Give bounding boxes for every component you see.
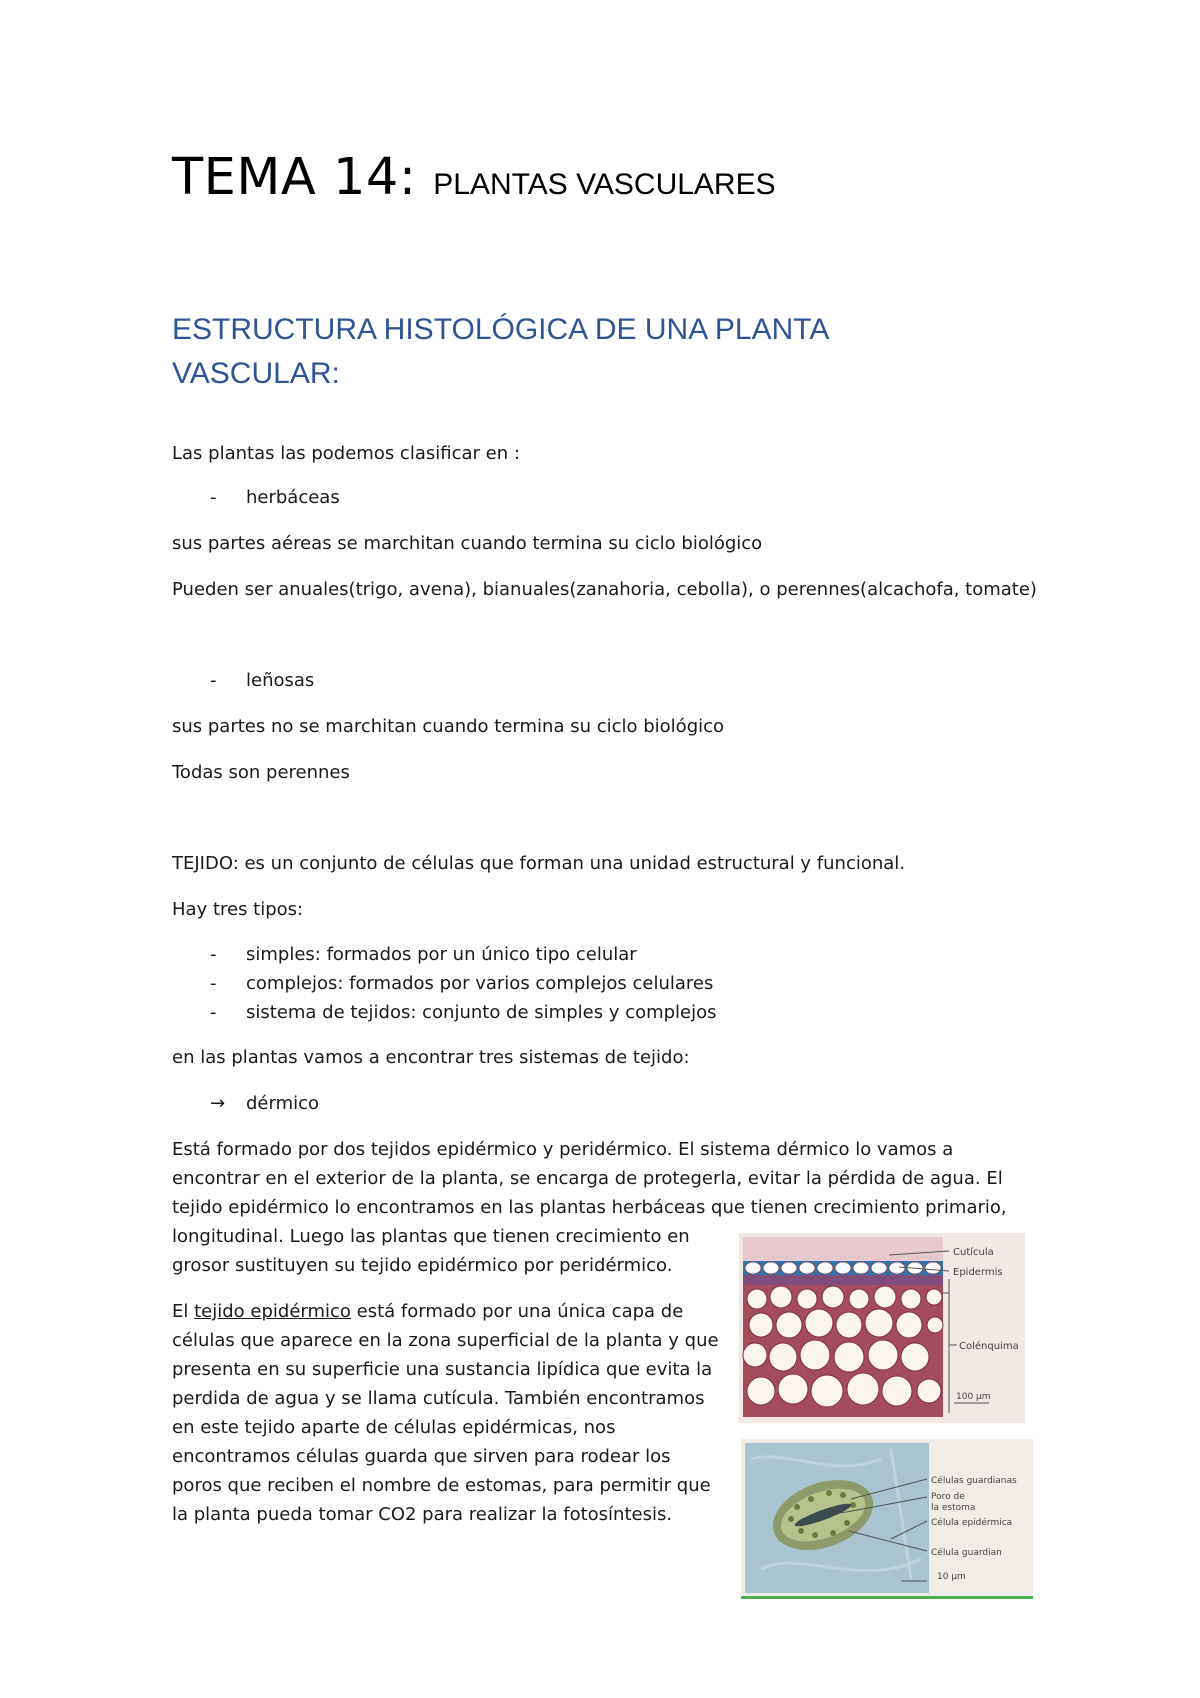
bullet-marker: - [210,487,217,508]
paragraph-line: longitudinal. Luego las plantas que tienen crecimiento en [172,1226,690,1247]
bullet-item [172,944,637,965]
label-poro: Poro de [931,1492,965,1502]
arrow-item [172,1093,319,1114]
paragraph-line: grosor sustituyen su tejido epidérmico por peridérmico. [172,1255,673,1276]
bullet-marker: - [210,973,217,994]
text-fragment: El [172,1301,195,1322]
arrow-text: dérmico [246,1093,320,1114]
arrow-marker: → [210,1093,226,1114]
paragraph-line: presenta en su superficie una sustancia lipídica que evita la [172,1359,713,1380]
bullet-text: leñosas [246,670,315,691]
paragraph-line: perdida de agua y se llama cutícula. También encontramos [172,1388,705,1409]
paragraph-line: Está formado por dos tejidos epidérmico y peridérmico. El sistema dérmico lo vamos a [172,1139,954,1160]
paragraph-line: la planta pueda tomar CO2 para realizar la fotosíntesis. [172,1504,673,1525]
label-scale: 100 µm [956,1392,991,1402]
paragraph-line: poros que reciben el nombre de estomas, para permitir que [172,1475,711,1496]
text-line: Las plantas las podemos clasificar en : [172,443,520,464]
title-sub: PLANTAS VASCULARES [433,168,776,201]
bullet-marker: - [210,670,217,691]
text-line: sus partes no se marchitan cuando termina su ciclo biológico [172,716,725,737]
text-line: Todas son perennes [172,762,350,783]
bullet-item [172,973,713,994]
epidermis-micrograph [739,1233,1025,1423]
paragraph-line: tejido epidérmico lo encontramos en las plantas herbáceas que tienen crecimiento primario, [172,1197,1007,1218]
text-line: Pueden ser anuales(trigo, avena), bianuales(zanahoria, cebolla), o perennes(alcachofa, tomate) [172,579,1037,600]
section-heading: ESTRUCTURA HISTOLÓGICA DE UNA PLANTA VASCULAR: [172,313,828,390]
label-cuticula: Cutícula [953,1247,994,1258]
stomata-micrograph [741,1439,1033,1599]
label-epidermis: Epidermis [953,1267,1003,1278]
paragraph-line: en este tejido aparte de células epidérmicas, nos [172,1417,616,1438]
text-line: sus partes aéreas se marchitan cuando termina su ciclo biológico [172,533,763,554]
label-scale-2: 10 µm [937,1572,966,1582]
bullet-marker: - [210,944,217,965]
label-epidermica: Célula epidérmica [931,1518,1013,1528]
bullet-item [172,670,314,691]
paragraph-line [172,1301,683,1322]
bullet-text: simples: formados por un único tipo celular [246,944,637,965]
text-line: Hay tres tipos: [172,899,304,920]
text-fragment: está formado por una única capa de [350,1301,684,1322]
paragraph-line: encontramos células guarda que sirven para rodear los [172,1446,671,1467]
paragraph-line: encontrar en el exterior de la planta, se encarga de protegerla, evitar la pérdida de agua. El [172,1168,1003,1189]
bullet-text: complejos: formados por varios complejos celulares [246,973,714,994]
page-title [172,148,776,207]
label-poro-2: la estoma [931,1503,976,1513]
title-main: TEMA 14: [172,148,417,207]
bullet-item [172,487,340,508]
text-line: TEJIDO: es un conjunto de células que forman una unidad estructural y funcional. [172,853,906,874]
bullet-text: sistema de tejidos: conjunto de simples y complejos [246,1002,717,1023]
label-colenquima: Colénquima [959,1341,1019,1352]
underlined-term: tejido epidérmico [194,1301,351,1322]
paragraph-line: células que aparece en la zona superficial de la planta y que [172,1330,719,1351]
bullet-marker: - [210,1002,217,1023]
bullet-item [172,1002,717,1023]
bullet-text: herbáceas [246,487,340,508]
label-guardianas: Células guardianas [931,1476,1017,1486]
label-guardian: Célula guardian [931,1548,1002,1558]
text-line: en las plantas vamos a encontrar tres sistemas de tejido: [172,1047,690,1068]
